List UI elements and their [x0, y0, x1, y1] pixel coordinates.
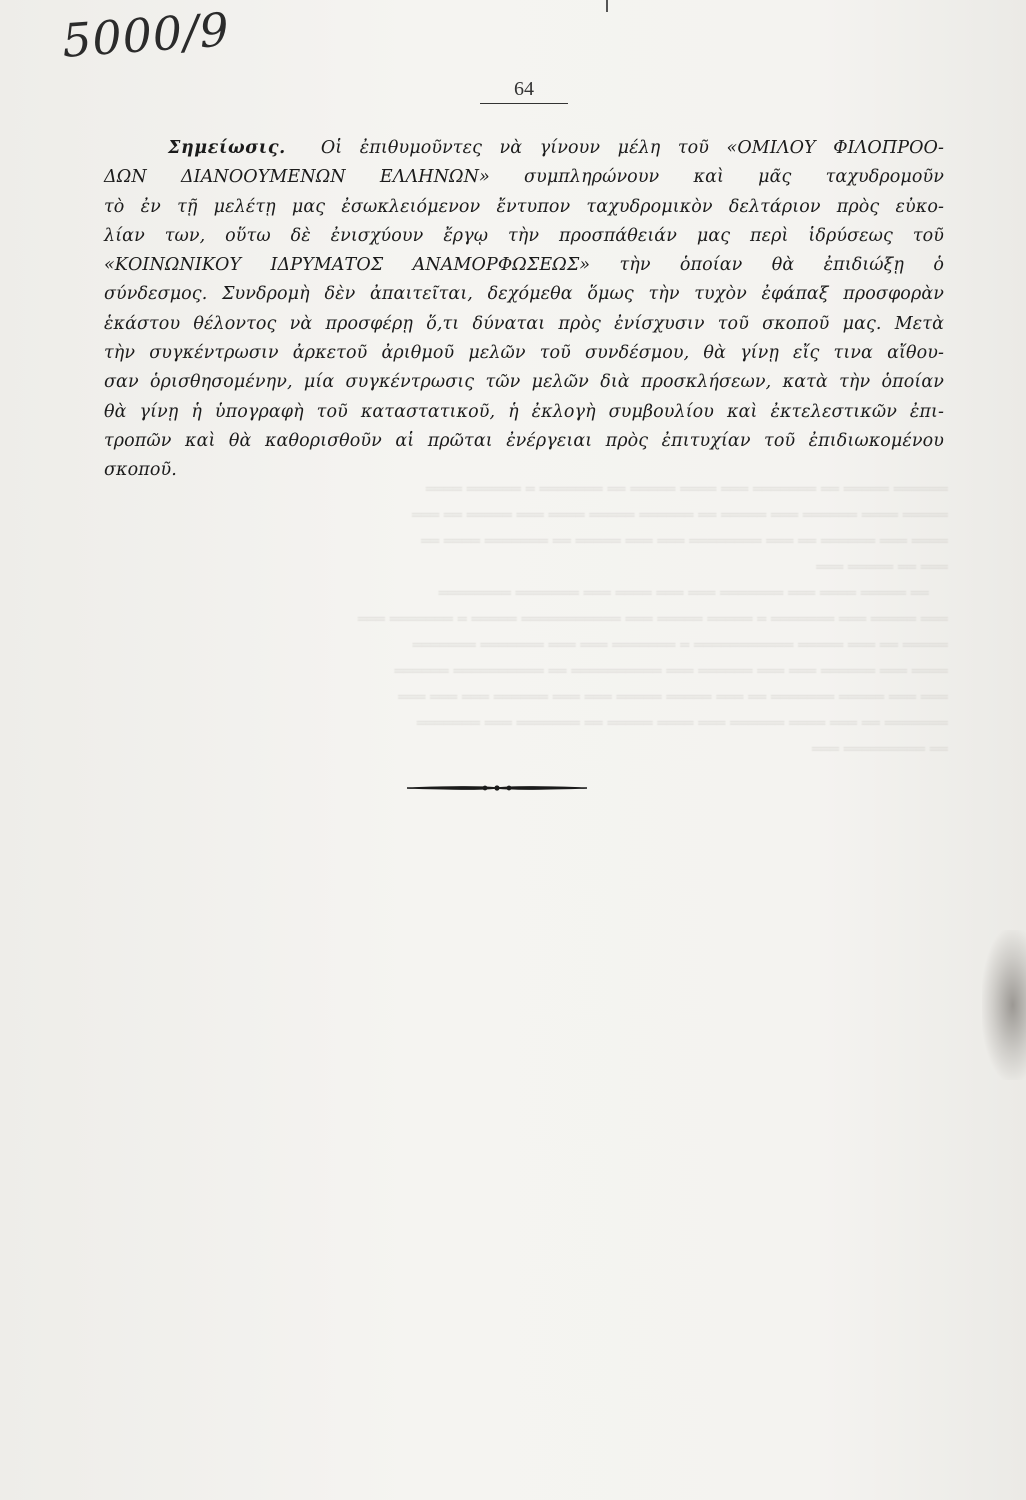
- paper-stain: [982, 930, 1026, 1080]
- notice-paragraph: [104, 134, 944, 486]
- notice-lead-heading: Σημείωσις.: [168, 138, 286, 158]
- notice-line-3: τὸ ἐν τῇ μελέτῃ μας ἐσωκλειόμενον ἔντυπον ταχυδρομικὸν δελτάριον πρὸς εὐκο-: [104, 196, 944, 217]
- notice-line-5: «ΚΟΙΝΩΝΙΚΟΥ ΙΔΡΥΜΑΤΟΣ ΑΝΑΜΟΡΦΩΣΕΩΣ» τὴν ὁποίαν θὰ ἐπιδιώξῃ ὁ: [104, 255, 944, 276]
- ornament-divider: [405, 776, 589, 800]
- notice-line-2: ΔΩΝ ΔΙΑΝΟΟΥΜΕΝΩΝ ΕΛΛΗΝΩΝ» συμπληρώνουν καὶ μᾶς ταχυδρομοῦν: [104, 167, 944, 188]
- reverse-side-bleed-through: ══════ ═════ ══ ═══════ ═══ ════ ═════ ══ ═══════ ═ ══════ ════ ═════ ════ ══════ ═══ ═════ ══ ══════ ═════ ════ ═══ ═════ ══ ═══ ════ ═══ ══════ ══ ═══ ════════ ═══ ═══ ═════ ══ ═══════ ════ ══ ═══ ══ ═════ ═══ ══ ═════ ════ ═══ ═══════ ═══ ═══ ════ ═══ ═══════ ════════ ═══ ═════ ═══ ═══════ ═ ═════ ═════ ═══ ═══════════ ═════ ═ ═══════ ═══ ═════ ══ ═══ ═════ ═══════════ ═ ═══════ ═══ ═══ ═══════ ═══════ ════ ═══ ══════ ═══ ═══ ══════ ═══ ══════════ ══ ══════════ ══════ ═══ ═══ ═════ ═══════ ══ ═══ ═════ ═════ ═══ ═══ ══════ ═══ ═══ ═══ ═══════ ══ ═══ ════ ══════ ═══ ════ ═════ ══ ═══════ ═══ ═══════ ══ ═════════ ═══: [357, 480, 948, 758]
- notice-line-8: τὴν συγκέντρωσιν ἀρκετοῦ ἀριθμοῦ μελῶν τοῦ συνδέσμου, θὰ γίνῃ εἴς τινα αἴθου-: [104, 343, 944, 364]
- notice-line-9: σαν ὁρισθησομένην, μία συγκέντρωσις τῶν μελῶν διὰ προσκλήσεων, κατὰ τὴν ὁποίαν: [104, 372, 944, 393]
- notice-line-11: τροπῶν καὶ θὰ καθορισθοῦν αἱ πρῶται ἐνέργειαι πρὸς ἐπιτυχίαν τοῦ ἐπιδιωκομένου: [104, 430, 944, 451]
- notice-line-6: σύνδεσμος. Συνδρομὴ δὲν ἀπαιτεῖται, δεχόμεθα ὅμως τὴν τυχὸν ἐφάπαξ προσφορὰν: [104, 284, 944, 305]
- notice-line-12: σκοποῦ.: [104, 460, 177, 481]
- notice-line-10: θὰ γίνῃ ἡ ὑπογραφὴ τοῦ καταστατικοῦ, ἡ ἐκλογὴ συμβουλίου καὶ ἐκτελεστικῶν ἐπι-: [104, 401, 944, 422]
- notice-line-text: Οἱ ἐπιθυμοῦντες νὰ γίνουν μέλη τοῦ «ΟΜΙΛΟΥ ΦΙΛΟΠΡΟΟ-: [320, 138, 944, 158]
- page-edge-mark: [606, 0, 608, 12]
- page-number: 64: [480, 78, 568, 104]
- notice-line-7: ἑκάστου θέλοντος νὰ προσφέρῃ ὅ,τι δύναται πρὸς ἐνίσχυσιν τοῦ σκοποῦ μας. Μετὰ: [104, 313, 944, 334]
- handwritten-note: 5000/9: [60, 2, 232, 68]
- notice-line-1: [104, 134, 944, 163]
- notice-line-4: λίαν των, οὕτω δὲ ἐνισχύουν ἔργῳ τὴν προσπάθειάν μας περὶ ἱδρύσεως τοῦ: [104, 225, 944, 246]
